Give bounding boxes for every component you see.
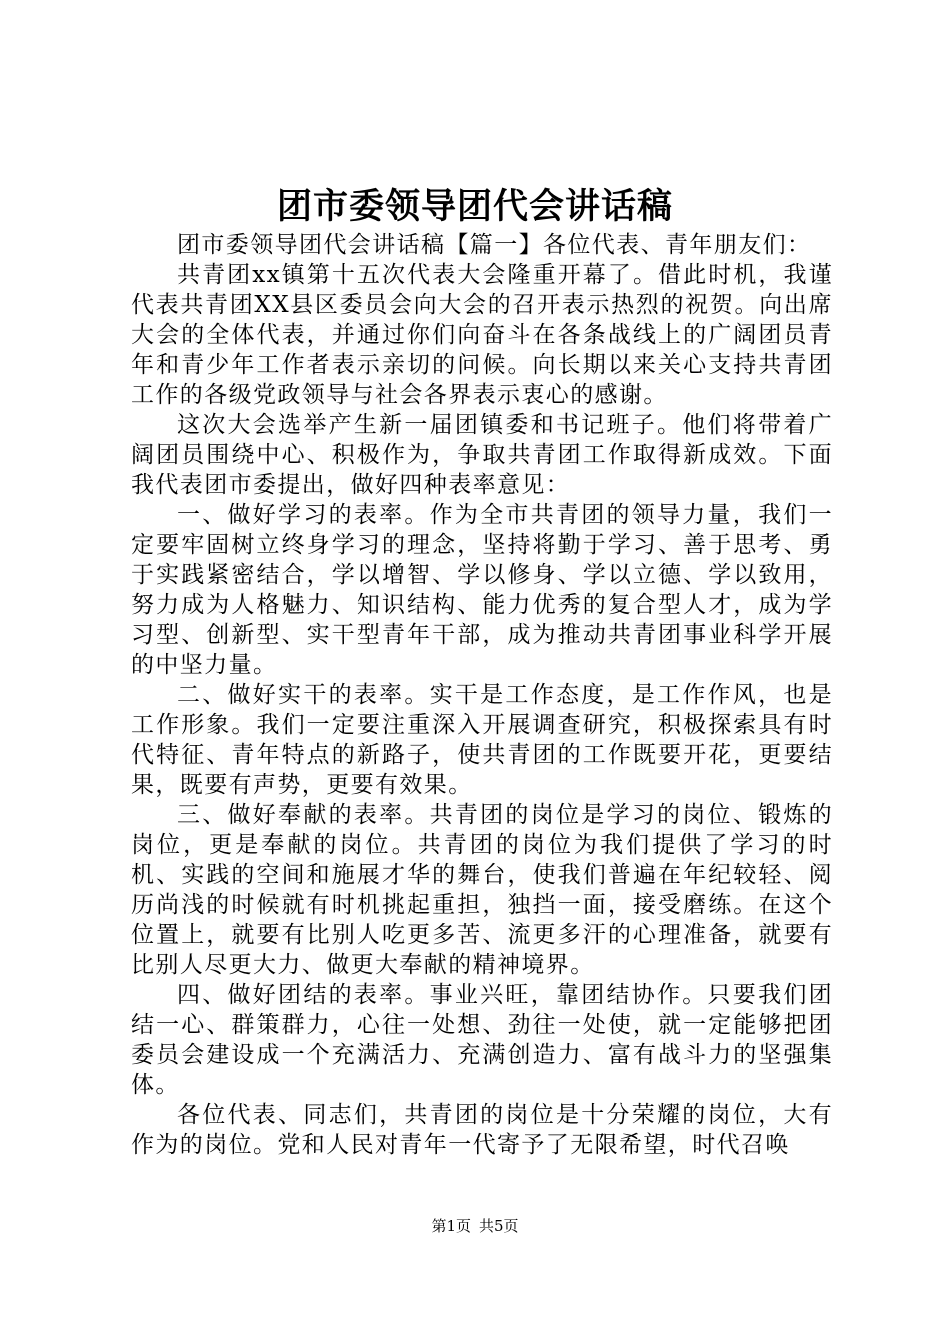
page-footer	[0, 1216, 950, 1236]
document-body	[131, 230, 833, 1160]
paragraph-election: 这次大会选举产生新一届团镇委和书记班子。他们将带着广阔团员围绕中心、积极作为，争取共青团工作取得新成效。下面我代表团市委提出，做好四种表率意见：	[131, 412, 833, 498]
paragraph-practice: 二、做好实干的表率。实干是工作态度，是工作作风，也是工作形象。我们一定要注重深入开展调查研究，积极探索具有时代特征、青年特点的新路子，使共青团的工作既要开花，更要结果，既要有声势，更要有效果。	[131, 682, 833, 798]
paragraph-unity: 四、做好团结的表率。事业兴旺，靠团结协作。只要我们团结一心、群策群力，心往一处想、劲往一处使，就一定能够把团委员会建设成一个充满活力、充满创造力、富有战斗力的坚强集体。	[131, 982, 833, 1098]
paragraph-closing: 各位代表、同志们，共青团的岗位是十分荣耀的岗位，大有作为的岗位。党和人民对青年一代寄予了无限希望，时代召唤	[131, 1102, 833, 1158]
page-total: 共5页	[479, 1217, 519, 1235]
paragraph-opening: 共青团xx镇第十五次代表大会隆重开幕了。借此时机，我谨代表共青团XX县区委员会向大会的召开表示热烈的祝贺。向出席大会的全体代表，并通过你们向奋斗在各条战线上的广阔团员青年和青少年工作者表示亲切的问候。向长期以来关心支持共青团工作的各级党政领导与社会各界表示衷心的感谢。	[131, 262, 833, 408]
paragraph-learning: 一、做好学习的表率。作为全市共青团的领导力量，我们一定要牢固树立终身学习的理念，坚持将勤于学习、善于思考、勇于实践紧密结合，学以增智、学以修身、学以立德、学以致用，努力成为人格魅力、知识结构、能力优秀的复合型人才，成为学习型、创新型、实干型青年干部，成为推动共青团事业科学开展的中坚力量。	[131, 502, 833, 678]
paragraph-dedication: 三、做好奉献的表率。共青团的岗位是学习的岗位、锻炼的岗位，更是奉献的岗位。共青团的岗位为我们提供了学习的时机、实践的空间和施展才华的舞台，使我们普遍在年纪较轻、阅历尚浅的时候就有时机挑起重担，独挡一面，接受磨练。在这个位置上，就要有比别人吃更多苦、流更多汗的心理准备，就要有比别人尽更大力、做更大奉献的精神境界。	[131, 802, 833, 978]
paragraph-greeting: 团市委领导团代会讲话稿【篇一】各位代表、青年朋友们：	[177, 232, 812, 258]
document-title: 团市委领导团代会讲话稿	[276, 186, 673, 227]
page-number: 第1页	[431, 1217, 471, 1235]
